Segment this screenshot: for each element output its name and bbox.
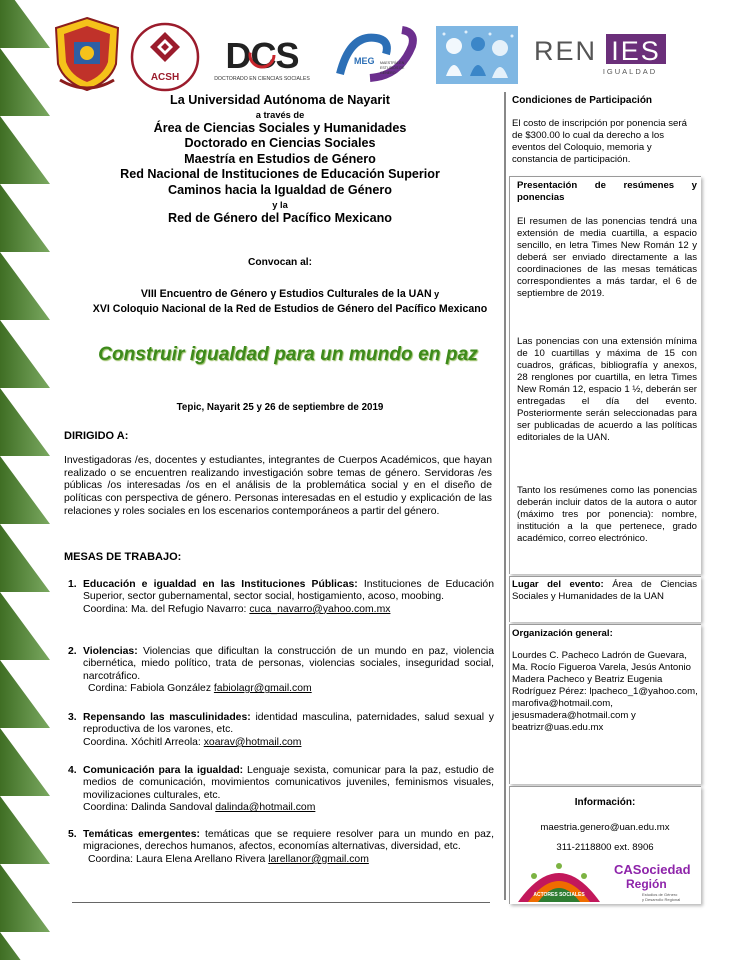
mesa-item (68, 712, 494, 749)
decorative-triangle-strip (0, 0, 50, 960)
mesa-description: Violencias que dificultan la construcción de un mundo en paz, violencia cibernética, miedo político, trata de personas, violencias sociales, inseguridad social, narcotráfico. (83, 646, 494, 682)
mesa-coordinator: Coordina: Ma. del Refugio Navarro: (83, 603, 250, 615)
mesa-number: 4. (68, 765, 77, 776)
svg-text:DOCTORADO EN CIENCIAS SOCIALES: DOCTORADO EN CIENCIAS SOCIALES (214, 76, 310, 82)
header-maestria: Maestría en Estudios de Género (184, 151, 376, 166)
decorative-triangle (0, 660, 50, 728)
mesa-title: Temáticas emergentes: (83, 829, 200, 840)
mesa-number: 5. (68, 829, 77, 840)
mesa-coordinator: Cordina: Fabiola González (88, 683, 214, 695)
mesa-number: 2. (68, 646, 77, 657)
svg-text:MEG: MEG (354, 56, 375, 66)
decorative-triangle (0, 796, 50, 864)
mesas-heading: MESAS DE TRABAJO: (64, 551, 182, 563)
decorative-triangle (0, 48, 50, 116)
mesa-coordinator: Coordina. Xóchitl Arreola: (83, 736, 204, 748)
convocatoria-header (60, 93, 500, 226)
mesa-number: 3. (68, 712, 77, 723)
svg-text:ESTUDIOS DE: ESTUDIOS DE (380, 66, 405, 70)
event-coloquio: XVI Coloquio Nacional de la Red de Estudios de Género del Pacífico Mexicano (92, 303, 488, 315)
svg-text:ACTORES SOCIALES: ACTORES SOCIALES (533, 892, 585, 898)
mesa-description: temáticas que se requiere resolver para un mundo en paz, migraciones, derechos humanos, afectos, economías alternativas, diversidad, etc. (83, 829, 494, 853)
header-area: Área de Ciencias Sociales y Humanidades (153, 120, 407, 135)
dirigido-text: Investigadoras /es, docentes y estudiantes, integrantes de Cuerpos Académicos, que hayan realizado o se encuentren realizando investigación sobre temas de género. Servidoras /es públicas /os interesadas /os en el análisis de la problemática social y en el diseño de políticas con perspectiva de género. Personas interesadas en el estudio y explicación de las relaciones y roles sociales en los escenarios contemporáneos a partir del género. (64, 455, 492, 517)
actores-sociales-logo (514, 858, 604, 902)
decorative-triangle (0, 728, 50, 796)
bottom-divider (72, 902, 490, 903)
presentation-paper-text: Las ponencias con una extensión mínima de 10 cuartillas y máxima de 15 con cuadros, gráficas, bibliografía y anexos, 28 renglones por cuartilla, en letra Times New Román 12, espacio 1 ½, deberán ser entregadas el día del evento. Posteriormente serán seleccionadas para ser publicadas de acuerdo a las políticas editoriales de la UAN. (517, 336, 697, 443)
svg-text:GÉNERO: GÉNERO (380, 71, 396, 75)
venue-label: Lugar del evento: (512, 579, 604, 590)
mesa-coordinator: Coordina: Laura Elena Arellano Rivera (88, 853, 269, 865)
svg-text:DCS: DCS (225, 35, 299, 76)
coordinator-email-link[interactable]: larellanor@gmail.com (268, 853, 369, 865)
svg-text:CASociedad: CASociedad (614, 862, 691, 877)
coordinator-email-link[interactable]: xoarav@hotmail.com (203, 736, 302, 748)
organization-heading: Organización general: (512, 628, 613, 639)
mesa-description: Instituciones de Educación Superior, sector gubernamental, sector social, hostigamiento, acoso, moobing. (83, 579, 494, 603)
decorative-triangle (0, 116, 50, 184)
header-via: a través de (255, 109, 305, 120)
gender-network-logo (436, 26, 518, 84)
mesa-item (68, 579, 494, 616)
information-phone: 311-2118800 ext. 8906 (556, 842, 654, 853)
decorative-triangle (0, 592, 50, 660)
venue-text (512, 579, 697, 603)
mesa-title: Comunicación para la igualdad: (83, 765, 244, 776)
venue-value: Área de Ciencias Sociales y Humanidades de la UAN (512, 579, 697, 602)
svg-text:IES: IES (611, 36, 661, 66)
decorative-triangle (0, 864, 50, 932)
svg-text:IGUALDAD: IGUALDAD (602, 67, 658, 76)
presentation-abstract-text: El resumen de las ponencias tendrá una extensión de media cuartilla, a espacio sencillo, en letra Times New Román 12 y deberá ser enviado directamente a las coordinaciones de las mesas temáticas correspondientes a más tardar, el 6 de septiembre de 2019. (517, 216, 697, 299)
mesa-number: 1. (68, 579, 77, 590)
svg-text:ACSH: ACSH (150, 72, 180, 83)
information-email[interactable]: maestria.genero@uan.edu.mx (540, 822, 670, 833)
main-title: Construir igualdad para un mundo en paz (98, 344, 478, 365)
decorative-triangle (0, 932, 50, 960)
header-doctorado: Doctorado en Ciencias Sociales (184, 136, 376, 151)
meg-logo (330, 24, 422, 86)
column-divider (504, 92, 506, 900)
event-encuentro: VIII Encuentro de Género y Estudios Culturales de la UAN (140, 288, 432, 300)
event-conjunction: y (431, 289, 440, 299)
header-y-la: y la (272, 199, 288, 210)
mesa-coordinator: Coordina: Dalinda Sandoval (83, 802, 216, 814)
decorative-triangle (0, 320, 50, 388)
mesa-description: identidad masculina, paternidades, salud sexual y reproductiva de los varones, etc. (83, 712, 495, 736)
decorative-triangle (0, 252, 50, 320)
dcs-logo (212, 32, 312, 84)
conditions-heading: Condiciones de Participación (512, 95, 653, 106)
acsh-logo (130, 22, 200, 92)
events-block (70, 287, 510, 317)
organization-text: Lourdes C. Pacheco Ladrón de Guevara, Ma. Rocío Figueroa Varela, Jesús Antonio Madera Pacheco y Beatriz Eugenia Rodríguez Pérez: lpacheco_1@yahoo.com, marofiva@hotmail.com, jesusmadera@hotmail.com y beatrizr@uas.edu.mx (512, 650, 698, 733)
mesa-item (68, 646, 494, 696)
decorative-triangle (0, 388, 50, 456)
svg-text:Estudios de Género: Estudios de Género (642, 892, 678, 897)
event-date-place: Tepic, Nayarit 25 y 26 de septiembre de 2019 (176, 402, 384, 413)
mesa-title: Violencias: (83, 646, 138, 657)
header-caminos: Caminos hacia la Igualdad de Género (168, 182, 392, 197)
mesa-item (68, 829, 494, 866)
coordinator-email-link[interactable]: fabiolagr@gmail.com (213, 683, 312, 695)
coordinator-email-link[interactable]: cuca_navarro@yahoo.com.mx (249, 603, 391, 615)
mesa-title: Repensando las masculinidades: (83, 712, 251, 723)
information-heading: Información: (574, 797, 636, 808)
conditions-text: El costo de inscripción por ponencia será de $300.00 lo cual da derecho a los eventos del Coloquio, memoria y constancia de participación. (512, 118, 687, 165)
coordinator-email-link[interactable]: dalinda@hotmail.com (215, 802, 316, 814)
header-red-pacifico: Red de Género del Pacífico Mexicano (168, 210, 392, 225)
decorative-triangle (0, 184, 50, 252)
renies-igualdad-logo (532, 30, 672, 78)
mesa-description: Lenguaje sexista, comunicar para la paz, estudio de medios de comunicación, movimientos comunicativos juveniles, feminismos visuales, movilizaciones culturales, etc. (83, 765, 494, 801)
presentation-heading: Presentación de resúmenes y ponencias (517, 180, 697, 203)
mesa-title: Educación e igualdad en las Instituciones Públicas: (83, 579, 358, 590)
presentation-author-data-text: Tanto los resúmenes como las ponencias deberán incluir datos de la autora o autor (máximo tres por ponencia): nombre, institución a la que pertenece, grado académico, correo electrónico. (517, 485, 697, 544)
casociedad-region-logo (612, 860, 698, 904)
mesa-item (68, 765, 494, 815)
decorative-triangle (0, 524, 50, 592)
uan-seal-logo (50, 14, 124, 92)
svg-text:Región: Región (626, 877, 667, 891)
dirigido-heading: DIRIGIDO A: (64, 430, 129, 442)
header-red-nacional: Red Nacional de Instituciones de Educación Superior (120, 167, 440, 182)
svg-text:MAESTRÍA EN: MAESTRÍA EN (380, 61, 405, 65)
decorative-triangle (0, 0, 50, 48)
svg-text:y Desarrollo Regional: y Desarrollo Regional (642, 897, 681, 902)
decorative-triangle (0, 456, 50, 524)
header-university: La Universidad Autónoma de Nayarit (170, 93, 390, 107)
convocan-label: Convocan al: (248, 257, 312, 268)
svg-text:REN: REN (534, 36, 598, 66)
